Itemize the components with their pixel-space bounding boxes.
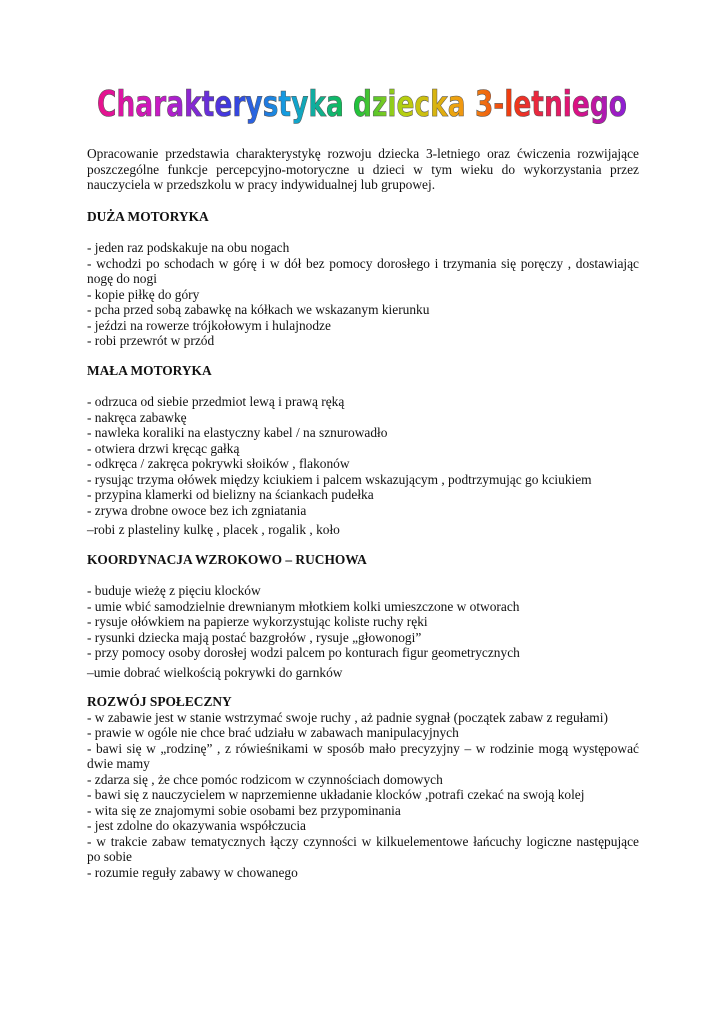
document-title: Charakterystyka dziecka 3-letniego [97, 84, 627, 125]
list-item: - wchodzi po schodach w górę i w dół bez pomocy dorosłego i trzymania się poręczy , dostawiając nogę do nogi [87, 255, 639, 286]
list-item: - wita się ze znajomymi sobie osobami bez przypominania [87, 802, 401, 818]
list-item: - nawleka koraliki na elastyczny kabel / na sznurowadło [87, 425, 388, 440]
list-item: - umie wbić samodzielnie drewnianym młotkiem kolki umieszczone w otworach [87, 598, 520, 614]
skill-list [87, 583, 639, 661]
document-body [87, 146, 639, 894]
title-wordart [92, 78, 632, 126]
list-item: - jeździ na rowerze trójkołowym i hulajnodze [87, 317, 331, 333]
list-item: - przy pomocy osoby dorosłej wodzi palcem po konturach figur geometrycznych [87, 645, 520, 660]
section-mala-motoryka [87, 363, 639, 538]
section-rozwoj-spoleczny [87, 694, 639, 880]
list-item: - w trakcie zabaw tematycznych łączy czynności w kilkuelementowe łańcuchy logiczne następujące po sobie [87, 833, 639, 864]
list-item: - rysując trzyma ołówek między kciukiem i palcem wskazującym , podtrzymując go kciukiem [87, 471, 592, 487]
list-item: - nakręca zabawkę [87, 409, 187, 425]
section-heading: MAŁA MOTORYKA [87, 362, 212, 378]
list-item: - odkręca / zakręca pokrywki słoików , flakonów [87, 456, 350, 471]
section-koordynacja [87, 552, 639, 681]
skill-list [87, 710, 639, 881]
list-item: - rysuje ołówkiem na papierze wykorzystując koliste ruchy ręki [87, 614, 428, 629]
list-item: - robi przewrót w przód [87, 333, 215, 348]
list-item: - rozumie reguły zabawy w chowanego [87, 864, 298, 880]
list-item: - pcha przed sobą zabawkę na kółkach we wskazanym kierunku [87, 302, 430, 317]
list-item: - jest zdolne do okazywania współczucia [87, 818, 307, 833]
list-item: - jeden raz podskakuje na obu nogach [87, 240, 290, 255]
list-item: - w zabawie jest w stanie wstrzymać swoje ruchy , aż padnie sygnał (początek zabaw z regułami) [87, 709, 608, 725]
list-item: - bawi się w „rodzinę” , z rówieśnikami w sposób mało precyzyjny – w rodzinie mogą występować dwie mamy [87, 740, 639, 771]
intro-paragraph: Opracowanie przedstawia charakterystykę rozwoju dziecka 3-letniego oraz ćwiczenia rozwijające poszczególne funkcje percepcyjno-motoryczne u dzieci w tym wieku do wykorzystania przez nauczyciela w przedszkolu w pracy indywidualnej lub grupowej. [87, 146, 639, 192]
section-heading: KOORDYNACJA WZROKOWO – RUCHOWA [87, 551, 367, 567]
title-banner [0, 78, 724, 126]
list-item-extra: –robi z plasteliny kulkę , placek , rogalik , koło [87, 522, 340, 537]
list-item: - prawie w ogóle nie chce brać udziału w zabawach manipulacyjnych [87, 725, 459, 740]
list-item: - przypina klamerki od bielizny na ściankach pudełka [87, 487, 374, 502]
list-item: - bawi się z nauczycielem w naprzemienne układanie klocków ,potrafi czekać na swoją kolej [87, 787, 585, 802]
skill-list [87, 394, 639, 518]
skill-list [87, 240, 639, 349]
list-item: - odrzuca od siebie przedmiot lewą i prawą ręką [87, 394, 345, 409]
list-item: - otwiera drzwi kręcąc gałką [87, 440, 240, 456]
list-item: - zdarza się , że chce pomóc rodzicom w czynnościach domowych [87, 771, 443, 787]
section-duza-motoryka [87, 209, 639, 349]
list-item: - zrywa drobne owoce bez ich zgniatania [87, 502, 307, 518]
list-item: - kopie piłkę do góry [87, 286, 200, 302]
list-item-extra: –umie dobrać wielkością pokrywki do garnków [87, 664, 343, 680]
section-heading: DUŻA MOTORYKA [87, 208, 209, 224]
list-item: - rysunki dziecka mają postać bazgrołów , rysuje „głowonogi” [87, 629, 422, 645]
section-heading: ROZWÓJ SPOŁECZNY [87, 694, 232, 709]
list-item: - buduje wieżę z pięciu klocków [87, 583, 261, 598]
